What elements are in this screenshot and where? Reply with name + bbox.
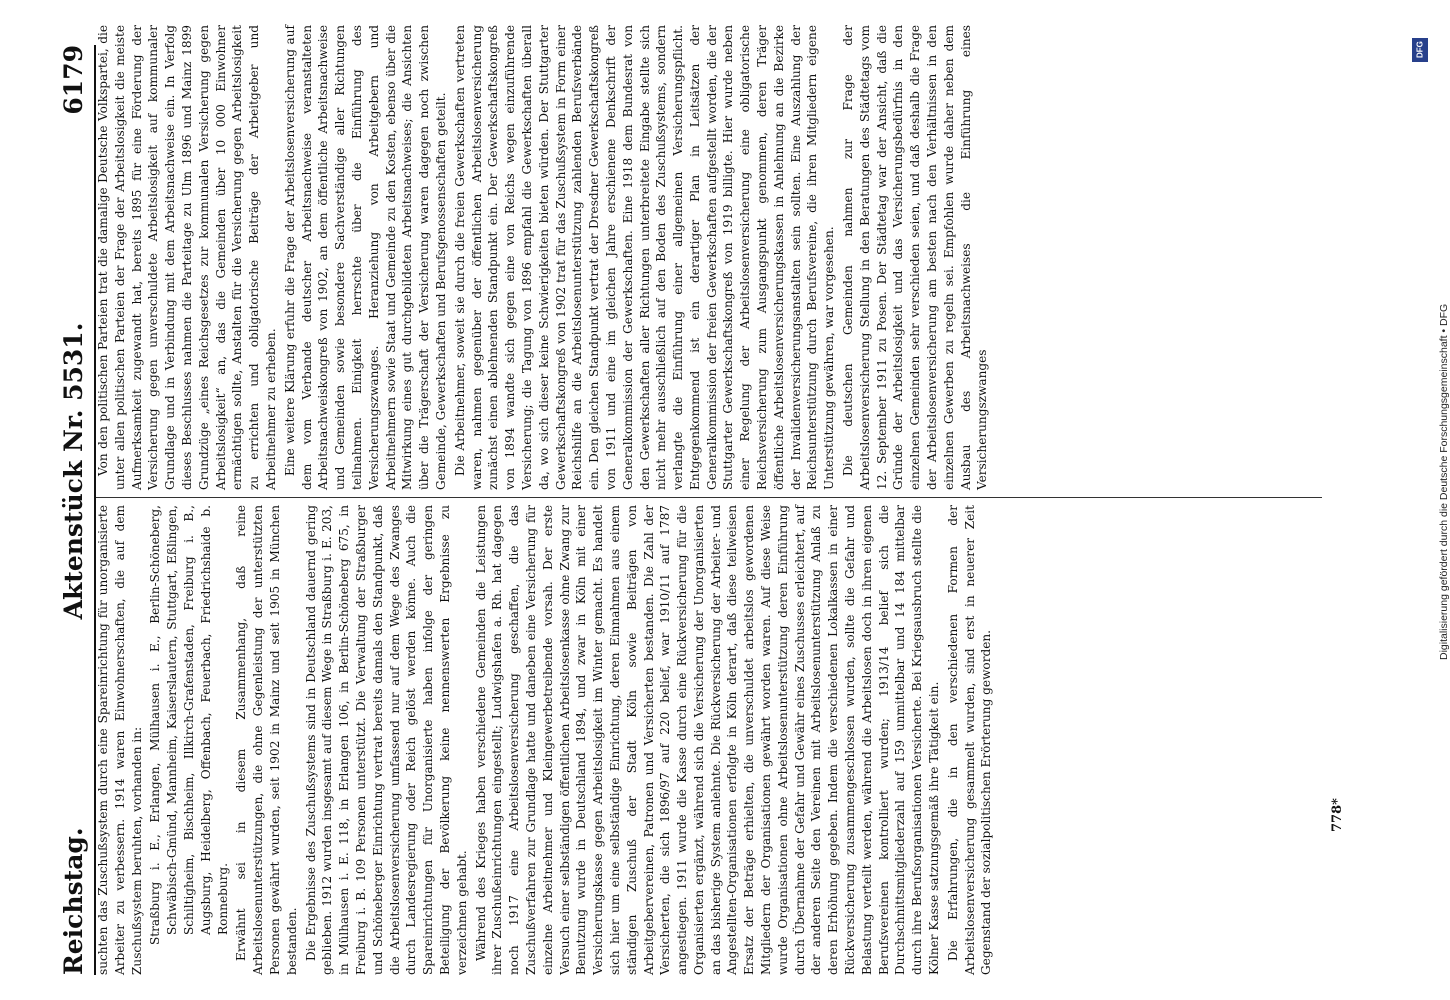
dfg-logo-icon: DFG: [1412, 38, 1428, 62]
column-divider: [96, 497, 1322, 498]
paragraph: Die Arbeitnehmer, soweit sie durch die freien Gewerkschaften vertreten waren, nahmen gegenüber der öffentlichen Arbeitslosenversicherung zunächst einen ablehnenden Standpunkt ein. Der Gewerkschaftskongreß von 1894 wandte sich gegen eine von Reichs wegen einzuführende Versicherung; die Tagung von 1896 empfahl die Gewerkschaften überall da, wo sich dieser keine Schwierigkeiten bieten würden. Der Stuttgarter Gewerkschaftskongreß von 1902 trat für das Zuschußsystem in Form einer Reichshilfe an die Arbeitslosenunterstützung zahlenden Berufsverbände ein. Den gleichen Standpunkt vertrat der Dresdner Gewerkschaftskongreß von 1911 und eine im gleichen Jahre erschienene Denkschrift der Generalkommission der Gewerkschaften. Eine 1918 dem Bundesrat von den Gewerkschaften aller Richtungen unterbreitete Eingabe stellte sich nicht mehr ausschließlich auf den Boden des Zuschußsystems, sondern verlangte die Einführung einer allgemeinen Versicherungspflicht. Entgegenkommend ist ein derartiger Plan in Leitsätzen der Generalkommission der freien Gewerkschaften aufgestellt worden, die der Stuttgarter Gewerkschaftskongreß von 1919 billigte. Hier wurde neben einer Regelung der Arbeitslosenversicherung eine obligatorische Reichsversicherung zum Ausgangspunkt genommen, deren Träger öffentliche Arbeitslosenversicherungskassen in Anlehnung an die Bezirke der Invalidenversicherungsanstalten sein sollten. Eine Auszahlung der Reichsunterstützung durch Berufsvereine, die ihren Mitgliedern eigene Unterstützung gewähren, war vorgesehen.: [452, 25, 837, 490]
digitization-note: Digitalisierung gefördert durch die Deutsche Forschungsgemeinschaft • DFG: [1438, 303, 1450, 660]
paragraph: Erwähnt sei in diesem Zusammenhang, daß reine Arbeitslosenunterstützungen, die ohne Gegenleistung der unterstützten Personen gewährt wurden, seit 1902 in Mainz und seit 1905 in München bestanden.: [234, 505, 299, 975]
paragraph: Während des Krieges haben verschiedene Gemeinden die Leistungen ihrer Zuschußeinrichtungen eingestellt; Ludwigshafen a. Rh. hat dagegen noch 1917 eine Arbeitslosenversicherung geschaffen, die das Zuschußverfahren zur Grundlage hatte und daneben eine Versicherung für einzelne Arbeitnehmer und Kleingewerbetreibende vorsah. Der erste Versuch einer selbständigen öffentlichen Arbeitslosenkasse ohne Zwang zur Benutzung wurde in Deutschland 1894, und zwar in Köln mit einer Versicherungskasse gegen Arbeitslosigkeit im Winter gemacht. Es handelt sich hier um eine selbständige Einrichtung, deren Einnahmen aus einem ständigen Zuschuß der Stadt Köln sowie Beiträgen von Arbeitgebervereinen, Patronen und Versicherten bestanden. Die Zahl der Versicherten, die sich 1896/97 auf 220 belief, war 1910/11 auf 1787 angestiegen. 1911 wurde die Kasse durch eine Rückversicherung für die Organisierten ergänzt, während sich die Versicherung der Unorganisierten an das bisherige System anlehnte. Die Rückversicherung der Arbeiter- und Angestellten-Organisationen erfolgte in Köln derart, daß diese teilweisen Ersatz der Beträge erhielten, die unverschuldet arbeitslos gewordenen Mitgliedern der Organisationen gewährt worden waren. Auf diese Weise wurde Organisationen ohne Arbeitslosenunterstützung deren Einführung durch Übernahme der Gefahr und Gewähr eines Zuschusses erleichtert, auf der anderen Seite den Vereinen mit Arbeitslosenunterstützung Anlaß zu deren Erhöhung gegeben. Indem die verschiedenen Lokalkassen in einer Rückversicherung zusammengeschlossen wurden, sollte die Gefahr und Belastung verteilt werden, während die Arbeitslosen doch in ihren eigenen Berufsvereinen kontrolliert wurden; 1913/14 belief sich die Durchschnittsmitgliederzahl auf 159 unmittelbar und 14 184 mittelbar durch ihre Berufsorganisationen Versicherte. Bei Kriegsausbruch stellte die Kölner Kasse satzungsgemäß ihre Tätigkeit ein.: [473, 505, 942, 975]
left-column: [95, 505, 994, 975]
paragraph: Von den politischen Parteien trat die damalige Deutsche Volkspartei, die unter allen politischen Parteien der Frage der Arbeitslosigkeit die meiste Aufmerksamkeit zugewandt hat, bereits 1895 für eine Förderung der Versicherung gegen unverschuldete Arbeitslosigkeit auf kommunaler Grundlage und in Verbindung mit dem Arbeitsnachweise ein. In Verfolg dieses Beschlusses nahmen die Parteitage zu Ulm 1896 und Mainz 1899 Grundzüge „eines Reichsgesetzes zur kommunalen Versicherung gegen Arbeitslosigkeit“ an, das die Gemeinden über 10 000 Einwohner ermächtigen sollte, Anstalten für die Versicherung gegen Arbeitslosigkeit zu errichten und obligatorische Beiträge der Arbeitgeber und Arbeitnehmer zu erheben.: [96, 25, 278, 490]
header-left: Reichstag.: [59, 827, 88, 975]
paragraph: Die Ergebnisse des Zuschußsystems sind in Deutschland dauernd gering geblieben. 1912 wurden insgesamt auf diesem Wege in Straßburg i. E. 203, in Mülhausen i. E. 118, in Erlangen 106, in Berlin-Schöneberg 675, in Freiburg i. B. 109 Personen unterstützt. Die Verwaltung der Straßburger und Schöneberger Einrichtung vertrat bereits damals den Standpunkt, daß die Arbeitslosenversicherung umfassend nur auf dem Wege des Zwanges durch Landesregierung oder Reich gelöst werden könne. Auch die Spareinrichtungen für Unorganisierte haben infolge der geringen Beteiligung der Bevölkerung keine nennenswerten Ergebnisse zu verzeichnen gehabt.: [303, 505, 469, 975]
paragraph: Die deutschen Gemeinden nahmen zur Frage der Arbeitslosenversicherung Stellung in den Beratungen des Städtetags vom 12. September 1911 zu Posen. Der Städtetag war der Ansicht, daß die Gründe der Arbeitslosigkeit und das Versicherungsbedürfnis in den einzelnen Gemeinden sehr verschieden seien, und daß deshalb die Frage der Arbeitslosenversicherung am besten nach den Verhältnissen in den einzelnen Gewerben zu regeln sei. Empfohlen wurde daher neben dem Ausbau des Arbeitsnachweises die Einführung eines Versicherungszwanges: [841, 25, 990, 490]
right-column: [95, 25, 1330, 490]
signature-mark: 778*: [1330, 798, 1345, 832]
paragraph: suchten das Zuschußsystem durch eine Spareinrichtung für unorganisierte Arbeiter zu verbessern. 1914 waren Einwohnerschaften, die auf dem Zuschußsystem beruhten, vorhanden in:: [96, 505, 144, 975]
paragraph: Straßburg i. E., Erlangen, Mülhausen i. E., Berlin-Schöneberg, Schwäbisch-Gmünd, Mannheim, Kaiserslautern, Stuttgart, Eßlingen, Schiltigheim, Bischheim, Illkirch-Grafenstaden, Freiburg i. B., Augsburg, Heidelberg, Offenbach, Feuerbach, Friedrichshaide b. Ronneburg.: [148, 505, 230, 945]
paragraph: Eine weitere Klärung erfuhr die Frage der Arbeitslosenversicherung auf dem vom Verbande deutscher Arbeitsnachweise veranstalteten Arbeitsnachweiskongreß von 1902, an dem öffentliche Arbeitsnachweise und Gemeinden sowie besondere Sachverständige aller Richtungen teilnahmen. Einigkeit herrschte über die Einführung des Versicherungszwanges. Heranziehung von Arbeitgebern und Arbeitnehmern sowie Staat und Gemeinde zu den Kosten, ebenso über die Mitwirkung eines gut durchgebildeten Arbeitsnachweises; die Ansichten über die Trägerschaft der Versicherung waren dagegen noch zwischen Gemeinde, Gewerkschaften und Berufsgenossenschaften geteilt.: [282, 25, 448, 490]
header-center: Aktenstück Nr. 5531.: [59, 322, 88, 620]
paragraph: Die Erfahrungen, die in den verschiedenen Formen der Arbeitslosenversicherung gesammelt wurden, sind erst in neuerer Zeit Gegenstand der sozialpolitischen Erörterung geworden.: [945, 505, 994, 975]
page-number: 6179: [59, 45, 88, 115]
